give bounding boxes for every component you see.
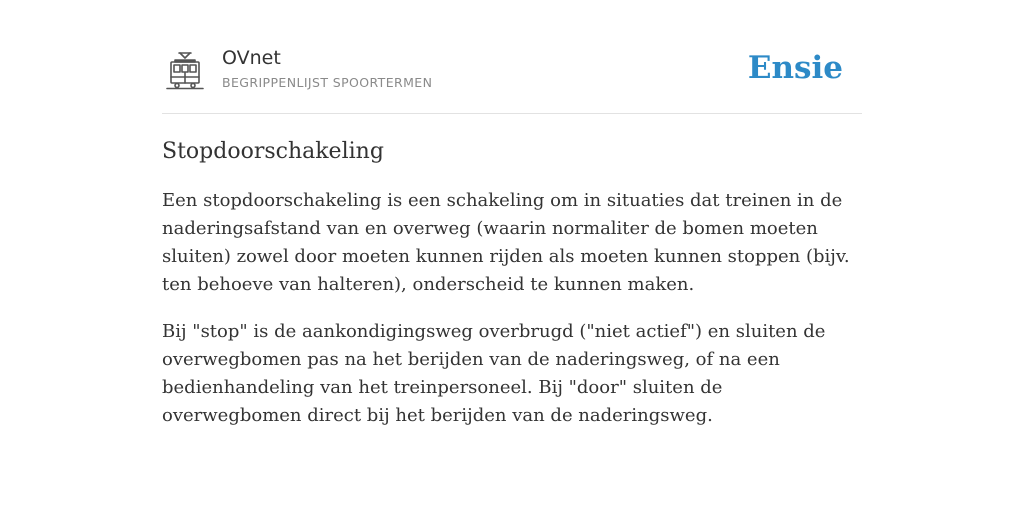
tram-icon [166,52,204,90]
page-title: Stopdoorschakeling [162,139,384,164]
definition-body [162,187,862,430]
definition-paragraph: Bij "stop" is de aankondigingsweg overbrugd ("niet actief") en sluiten de overwegbomen pas na het berijden van de naderingsweg, of na een bedienhandeling van het treinpersoneel. Bij "door" sluiten de overwegbomen direct bij het berijden van de naderingsweg. [162,321,826,426]
definition-article [162,136,862,449]
site-header [162,40,862,114]
brand-logo[interactable]: Ensie [747,50,843,86]
site-title[interactable]: OVnet [222,47,281,69]
definition-paragraph: Een stopdoorschakeling is een schakeling om in situaties dat treinen in de naderingsafstand van en overweg (waarin normaliter de bomen moeten sluiten) zowel door moeten kunnen rijden als moeten kunnen stoppen (bijv. ten behoeve van halteren), onderscheid te kunnen maken. [162,190,850,295]
site-subtitle[interactable]: BEGRIPPENLIJST SPOORTERMEN [222,75,433,90]
